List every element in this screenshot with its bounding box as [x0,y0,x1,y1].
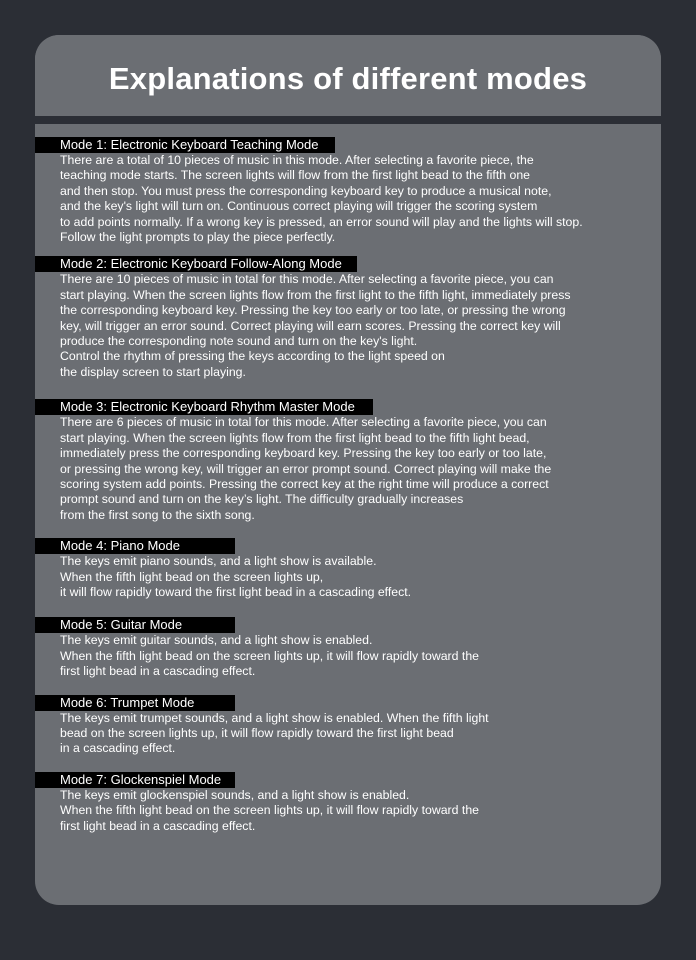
header-divider [35,116,661,124]
mode-5-section [35,617,661,679]
mode-5-description: The keys emit guitar sounds, and a light show is enabled. When the fifth light bead on the screen lights up, it will flow rapidly toward the first light bead in a cascading effect. [60,633,480,679]
page-title: Explanations of different modes [108,60,588,96]
mode-2-description: There are 10 pieces of music in total for this mode. After selecting a favorite piece, you can start playing. When the screen lights flow from the first light to the fifth light, immediately press the corresponding keyboard key. Pressing the key too early or too late, or pressing the wrong key, will trigger an error sound. Correct playing will earn scores. Pressing the correct key will produce the corresponding note sound and turn on the key's light. Control the rhythm of pressing the keys according to the light speed on the display screen to start playing. [60,272,571,379]
mode-7-section [35,772,661,834]
mode-4-title: Mode 4: Piano Mode [35,538,235,554]
header [35,35,661,116]
mode-1-description: There are a total of 10 pieces of music in this mode. After selecting a favorite piece, the teaching mode starts. The screen lights will flow from the first light bead to the fifth one and then stop. You must press the corresponding keyboard key to produce a musical note, and the key's light will turn on. Continuous correct playing will trigger the scoring system to add points normally. If a wrong key is pressed, an error sound will play and the lights will stop. Follow the light prompts to play the piece perfectly. [60,153,583,245]
mode-3-section [35,399,661,523]
mode-4-section [35,538,661,600]
mode-2-title: Mode 2: Electronic Keyboard Follow-Along Mode [35,256,357,272]
mode-6-section [35,695,661,757]
mode-7-title: Mode 7: Glockenspiel Mode [35,772,235,788]
explanation-card [35,35,661,905]
modes-list [35,137,661,834]
mode-7-description: The keys emit glockenspiel sounds, and a light show is enabled. When the fifth light bead on the screen lights up, it will flow rapidly toward the first light bead in a cascading effect. [60,787,480,833]
mode-6-description: The keys emit trumpet sounds, and a light show is enabled. When the fifth light bead on the screen lights up, it will flow rapidly toward the first light bead in a cascading effect. [60,710,489,756]
mode-3-title: Mode 3: Electronic Keyboard Rhythm Master Mode [35,399,373,415]
mode-2-section [35,256,661,380]
mode-4-description: The keys emit piano sounds, and a light show is available. When the fifth light bead on the screen lights up, it will flow rapidly toward the first light bead in a cascading effect. [60,554,412,599]
mode-1-section [35,137,661,245]
mode-6-title: Mode 6: Trumpet Mode [35,695,235,711]
mode-5-title: Mode 5: Guitar Mode [35,617,235,633]
mode-3-description: There are 6 pieces of music in total for this mode. After selecting a favorite piece, you can start playing. When the screen lights flow from the first light bead to the fifth light bead, immediately press the corresponding keyboard key. Pressing the key too early or too late, or pressing the wrong key, will trigger an error prompt sound. Correct playing will make the scoring system add points. Pressing the correct key at the right time will produce a correct prompt sound and turn on the key’s light. The difficulty gradually increases from the first song to the sixth song. [60,415,552,522]
mode-1-title: Mode 1: Electronic Keyboard Teaching Mode [35,137,335,153]
